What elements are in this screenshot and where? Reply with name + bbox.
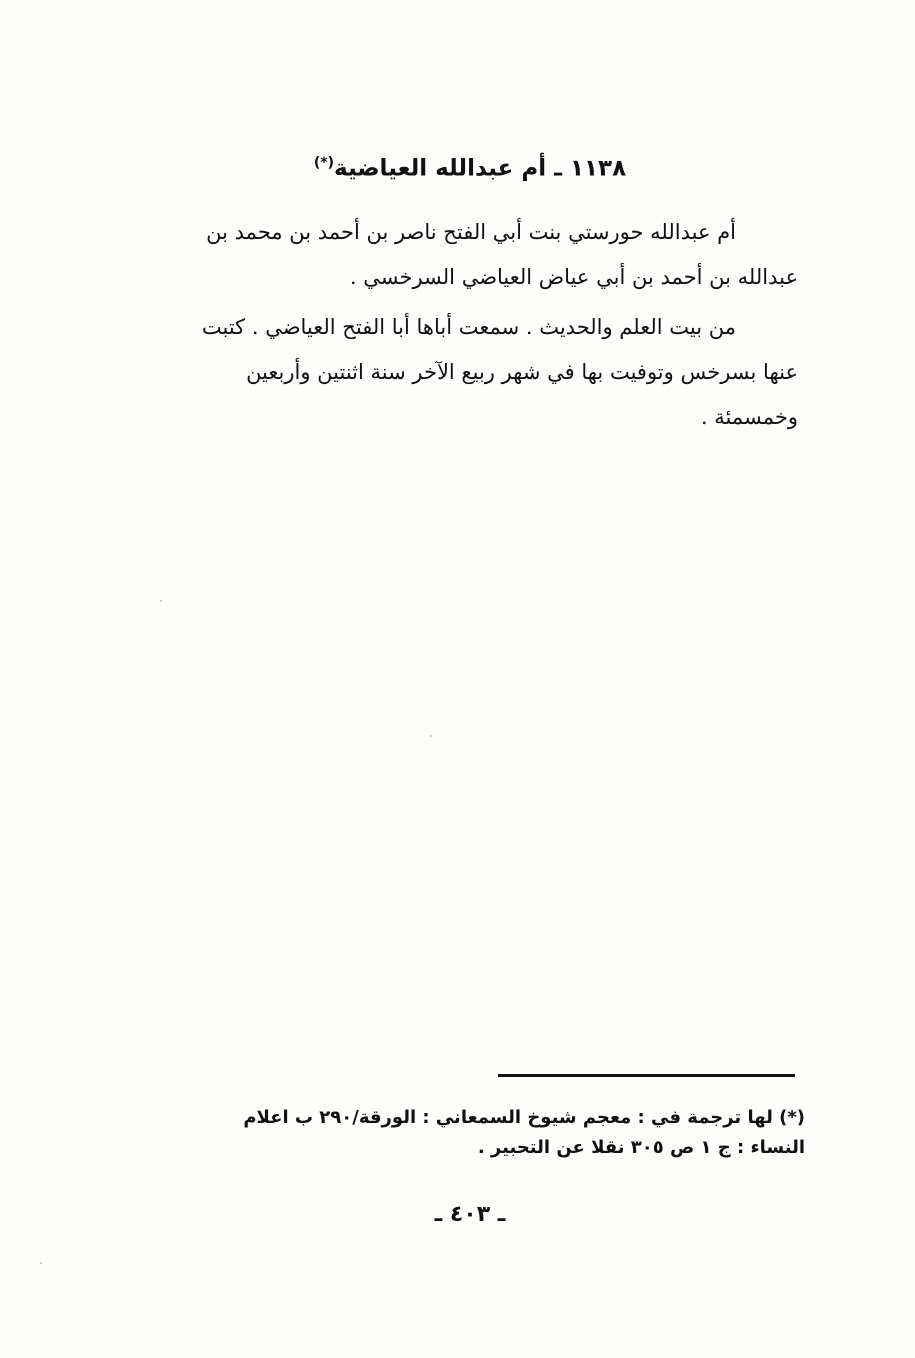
footnote	[165, 1103, 805, 1163]
entry-heading	[150, 146, 790, 186]
entry-heading-text: ١١٣٨ ـ أم عبدالله العياضية	[334, 155, 627, 182]
footnote-line: (*) لها ترجمة في : معجم شيوخ السمعاني : الورقة/٢٩٠ ب اعلام	[243, 1107, 805, 1128]
footnote-divider	[498, 1074, 795, 1077]
page-number: ـ ٤٠٣ ـ	[434, 1202, 506, 1227]
footnote-line: النساء : ج ١ ص ٣٠٥ نقلا عن التحبير .	[477, 1137, 805, 1158]
scan-speck	[430, 735, 432, 737]
paragraph-lineage	[150, 210, 798, 300]
scan-speck	[40, 1262, 42, 1264]
paragraph-line: أم عبدالله حورستي بنت أبي الفتح ناصر بن أحمد بن محمد بن	[206, 220, 736, 244]
scan-speck	[160, 600, 162, 602]
paragraph-biography	[150, 305, 798, 440]
paragraph-line: عنها بسرخس وتوفيت بها في شهر ربيع الآخر سنة اثنتين وأربعين	[246, 360, 798, 384]
heading-footnote-marker: (*)	[313, 155, 334, 171]
paragraph-line: من بيت العلم والحديث . سمعت أباها أبا الفتح العياضي . كتبت	[201, 315, 736, 339]
paragraph-line: وخمسمئة .	[700, 405, 798, 429]
paragraph-line: عبدالله بن أحمد بن أبي عياض العياضي السرخسي .	[349, 265, 798, 289]
